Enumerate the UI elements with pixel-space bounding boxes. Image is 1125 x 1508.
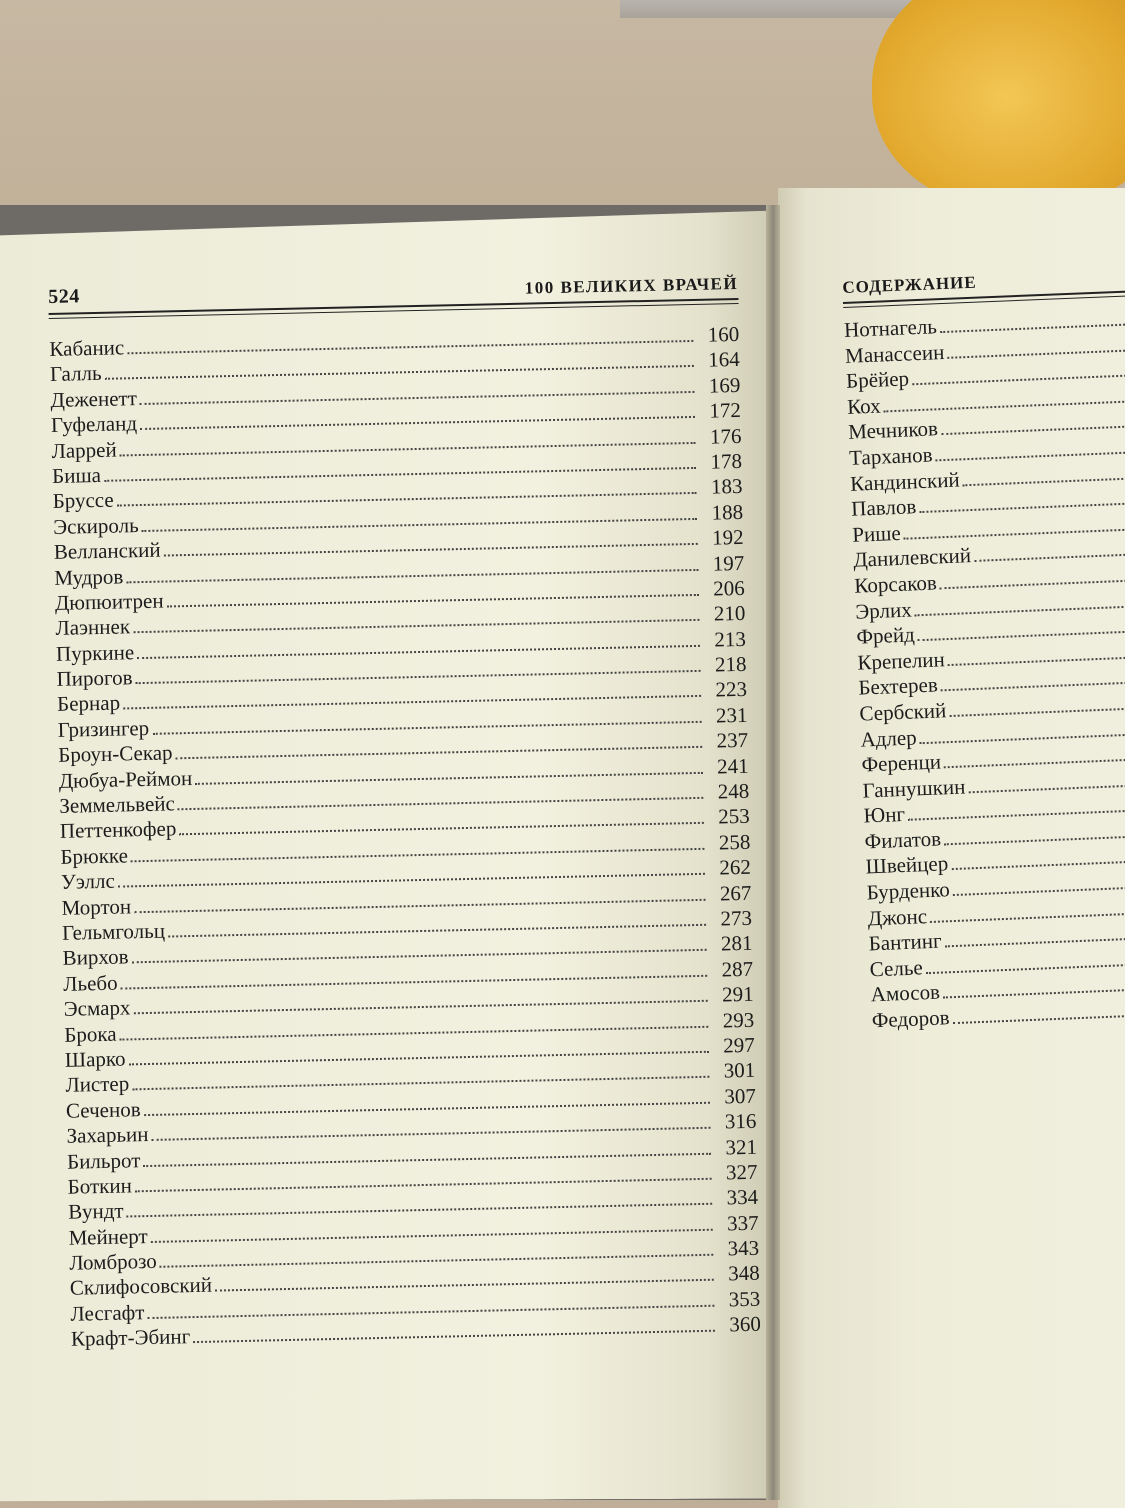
toc-dot-leader: [951, 860, 1125, 871]
toc-entry-name: Эрлих: [854, 597, 913, 624]
toc-dot-leader: [908, 809, 1125, 821]
toc-entry-name: Амосов: [870, 980, 941, 1007]
toc-dot-leader: [941, 681, 1125, 692]
left-toc-list: [49, 322, 761, 1352]
toc-entry-name: Ларрей: [51, 437, 117, 463]
contents-heading: СОДЕРЖАНИЕ: [842, 266, 1125, 304]
toc-entry-name: Павлов: [850, 494, 917, 521]
toc-dot-leader: [974, 553, 1125, 562]
toc-entry-name: Бантинг: [868, 928, 943, 956]
toc-entry-name: Кох: [846, 393, 882, 419]
toc-entry-name: Мортон: [61, 893, 132, 920]
toc-entry-name: Галль: [49, 361, 102, 387]
toc-entry-name: Крепелин: [856, 646, 946, 675]
toc-entry-page: 321: [725, 1134, 758, 1159]
toc-dot-leader: [940, 323, 1125, 333]
page-number: 524: [48, 285, 80, 308]
toc-entry-page: 287: [721, 956, 754, 982]
toc-entry-name: Лаэннек: [55, 614, 131, 641]
toc-entry-name: Дюпюитрен: [54, 588, 164, 615]
toc-dot-leader: [945, 937, 1125, 948]
toc-entry-name: Ломброзо: [69, 1248, 158, 1275]
toc-entry-name: Брёйер: [845, 366, 910, 394]
toc-entry-name: Лесгафт: [70, 1299, 145, 1326]
toc-dot-leader: [963, 476, 1125, 486]
toc-entry-name: Филатов: [864, 826, 942, 854]
toc-entry-name: Федоров: [871, 1005, 950, 1033]
toc-entry-page: 160: [707, 321, 740, 347]
toc-entry-page: 360: [729, 1311, 762, 1337]
toc-dot-leader: [930, 911, 1125, 923]
toc-entry-name: Бильрот: [66, 1147, 141, 1174]
toc-entry-name: Мечников: [847, 416, 939, 445]
toc-entry-name: Юнг: [863, 802, 906, 828]
book-gutter: [766, 205, 780, 1500]
toc-entry-page: 353: [728, 1286, 761, 1312]
toc-entry-page: 248: [717, 778, 750, 804]
toc-entry-page: 176: [709, 423, 742, 449]
toc-dot-leader: [968, 783, 1125, 793]
toc-entry-name: Корсаков: [853, 570, 938, 598]
toc-entry-name: Сербский: [859, 698, 947, 726]
toc-entry-name: Велланский: [53, 537, 161, 565]
toc-entry-name: Данилевский: [852, 543, 972, 573]
toc-dot-leader: [953, 886, 1125, 897]
toc-entry-name: Манассеин: [844, 339, 945, 368]
toc-entry-name: Бехтерев: [857, 672, 939, 700]
toc-entry-name: Вирхов: [62, 944, 129, 971]
toc-entry-page: 172: [709, 398, 742, 423]
toc-entry-name: Гуфеланд: [50, 411, 138, 438]
toc-entry-page: 241: [716, 753, 749, 779]
toc-dot-leader: [944, 834, 1125, 845]
toc-entry-page: 192: [711, 525, 744, 550]
right-page-content: [842, 266, 1125, 1034]
toc-entry-name: Петтенкофер: [59, 816, 177, 844]
toc-entry-name: Бруссе: [52, 487, 114, 514]
toc-dot-leader: [912, 374, 1125, 385]
toc-entry-page: 337: [726, 1210, 759, 1236]
toc-dot-leader: [947, 348, 1125, 358]
toc-entry-name: Гризингер: [57, 715, 150, 742]
toc-entry-name: Ганнушкин: [862, 774, 966, 803]
toc-entry-page: 213: [714, 626, 747, 652]
toc-entry-name: Вундт: [67, 1198, 124, 1225]
toc-entry-name: Бурденко: [866, 877, 951, 905]
toc-entry-page: 210: [713, 601, 746, 626]
toc-entry-page: 237: [716, 728, 749, 753]
toc-entry-name: Льебо: [62, 970, 118, 996]
toc-dot-leader: [920, 732, 1125, 744]
toc-dot-leader: [936, 451, 1125, 462]
toc-entry-name: Захарьин: [66, 1122, 149, 1148]
toc-entry-name: Мудров: [54, 563, 124, 590]
toc-entry-page: 262: [719, 855, 752, 880]
toc-entry-page: 291: [721, 981, 754, 1007]
toc-entry-name: Кабанис: [49, 335, 125, 361]
toc-dot-leader: [926, 962, 1125, 974]
toc-dot-leader: [944, 758, 1125, 769]
toc-entry-page: 348: [727, 1261, 760, 1286]
toc-entry-name: Уэллс: [60, 868, 116, 895]
toc-entry-page: 273: [720, 905, 753, 931]
toc-entry-name: Брюкке: [60, 843, 129, 869]
toc-entry-name: Броун-Секар: [57, 740, 173, 768]
toc-entry-page: 253: [717, 804, 750, 829]
toc-dot-leader: [943, 988, 1125, 999]
toc-entry-name: Мейнерт: [68, 1223, 148, 1250]
toc-entry-page: 223: [715, 677, 748, 703]
toc-entry-page: 307: [724, 1083, 757, 1109]
toc-dot-leader: [948, 655, 1125, 665]
toc-dot-leader: [919, 502, 1125, 513]
toc-entry-page: 301: [723, 1058, 756, 1083]
toc-entry-name: Боткин: [67, 1173, 133, 1199]
toc-entry-name: Пуркине: [55, 639, 135, 666]
toc-entry-name: Рише: [851, 520, 902, 547]
toc-entry-name: Эсмарх: [63, 995, 131, 1021]
toc-entry-name: Земмельвейс: [59, 791, 176, 818]
toc-entry-name: Деженетт: [50, 385, 138, 412]
toc-entry-page: 297: [722, 1032, 755, 1058]
toc-entry-page: 316: [724, 1108, 757, 1134]
toc-dot-leader: [940, 579, 1125, 590]
toc-entry-page: 258: [718, 829, 751, 855]
toc-dot-leader: [953, 1013, 1125, 1024]
toc-entry-page: 281: [720, 931, 753, 956]
toc-entry-page: 334: [726, 1185, 759, 1210]
toc-entry-name: Гельмгольц: [61, 918, 166, 945]
toc-entry-name: Шарко: [64, 1046, 126, 1072]
toc-dot-leader: [941, 425, 1125, 435]
toc-entry-name: Джонс: [867, 903, 928, 931]
toc-dot-leader: [918, 630, 1125, 642]
toc-dot-leader: [949, 707, 1125, 717]
toc-entry-name: Дюбуа-Реймон: [58, 765, 193, 793]
right-toc-list: [844, 306, 1125, 1034]
left-page-content: [48, 271, 761, 1352]
toc-entry-name: Пирогов: [56, 665, 133, 691]
toc-entry-page: 267: [719, 880, 752, 906]
toc-entry-page: 231: [715, 702, 748, 728]
toc-entry-name: Нотнагель: [843, 314, 938, 342]
toc-entry-name: Листер: [65, 1071, 130, 1098]
toc-entry-page: 206: [712, 575, 746, 601]
toc-entry-name: Склифосовский: [69, 1273, 213, 1301]
toc-entry-name: Швейцер: [865, 851, 949, 879]
toc-entry-page: 343: [727, 1235, 760, 1261]
toc-entry-name: Сеченов: [65, 1096, 141, 1123]
book-title: 100 ВЕЛИКИХ ВРАЧЕЙ: [524, 273, 739, 298]
toc-entry-name: Эскироль: [52, 512, 139, 539]
toc-entry-page: 164: [708, 347, 741, 373]
toc-entry-page: 188: [711, 499, 744, 525]
toc-entry-name: Крафт-Эбинг: [70, 1324, 191, 1351]
toc-entry-name: Адлер: [860, 724, 918, 752]
toc-entry-page: 293: [722, 1007, 755, 1033]
toc-entry-name: Бернар: [56, 690, 121, 717]
toc-entry-name: Брока: [64, 1021, 117, 1047]
toc-entry-page: 178: [710, 448, 743, 474]
toc-entry-page: 169: [708, 372, 741, 398]
toc-entry-page: 327: [725, 1159, 758, 1185]
toc-entry-name: Ференци: [861, 749, 942, 777]
toc-entry-name: Биша: [51, 462, 102, 488]
toc-dot-leader: [915, 604, 1125, 616]
toc-entry-page: 218: [714, 651, 747, 677]
toc-entry-name: Тарханов: [848, 442, 933, 470]
toc-entry-name: Селье: [869, 955, 924, 982]
toc-entry-name: Кандинский: [849, 467, 961, 496]
toc-entry-name: Фрейд: [855, 622, 916, 649]
toc-entry-page: 197: [712, 550, 745, 576]
toc-entry-page: 183: [710, 474, 743, 499]
